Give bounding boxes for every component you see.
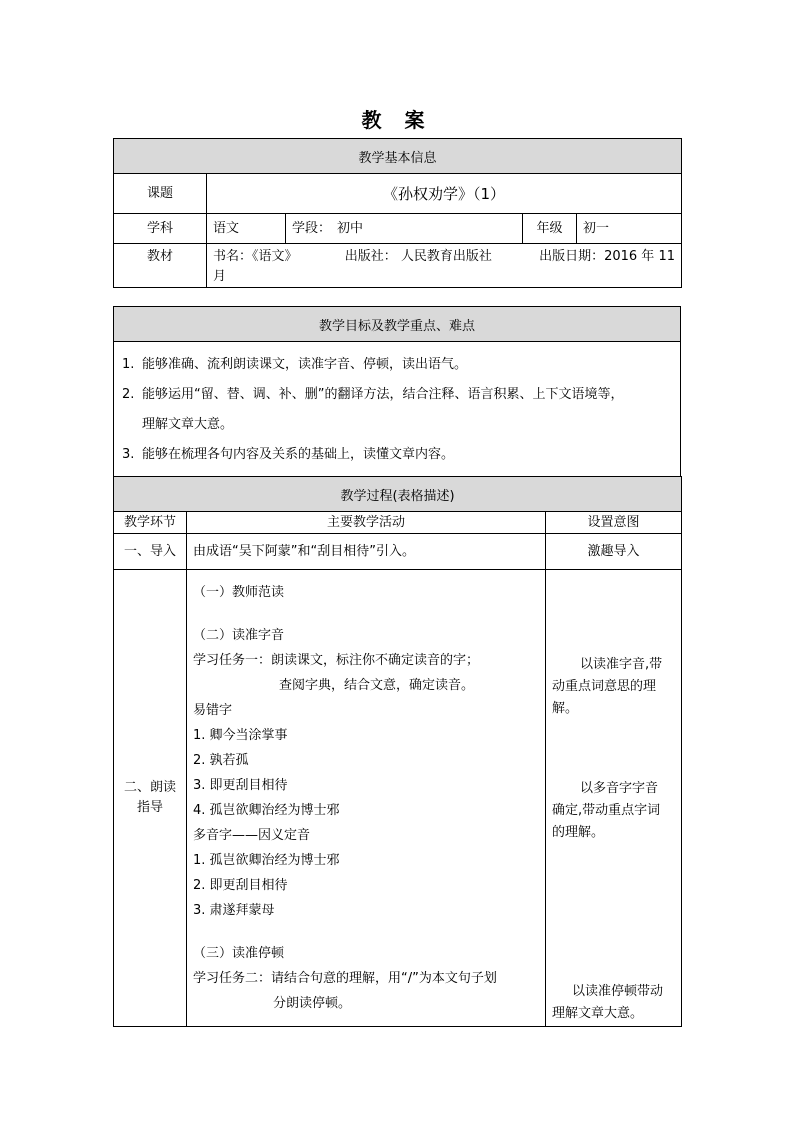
activity-line: 2. 孰若孤 xyxy=(193,753,249,768)
material-value xyxy=(207,244,682,288)
subject-label: 学科 xyxy=(114,214,207,244)
row1-stage: 一、导入 xyxy=(114,534,187,570)
activity-line: （一）教师范读 xyxy=(193,585,285,600)
page-title: 教 案 xyxy=(361,108,433,132)
activity-line: 学习任务一：朗读课文，标注你不确定读音的字； xyxy=(193,653,480,668)
grade-value: 初一 xyxy=(577,214,682,244)
col-purpose-header: 设置意图 xyxy=(546,512,682,534)
topic-label: 课题 xyxy=(114,174,207,214)
activity-line: （二）读准字音 xyxy=(193,628,285,643)
row1-activity: 由成语“吴下阿蒙”和“刮目相待”引入。 xyxy=(187,534,546,570)
row2-activity xyxy=(187,570,546,1027)
grade-label: 年级 xyxy=(523,214,577,244)
publish-date-cont: 月 xyxy=(213,269,227,284)
publisher: 出版社： 人民教育出版社 xyxy=(344,249,492,264)
row1-purpose: 激趣导入 xyxy=(546,534,682,570)
stage-label: 学段： xyxy=(292,220,332,236)
book-name: 书名：《语文》 xyxy=(213,249,298,264)
activity-line: 学习任务二：请结合句意的理解，用“/”为本文句子划 xyxy=(193,971,497,986)
goal-item-1: 1. 能够准确、流利朗读课文，读准字音、停顿，读出语气。 xyxy=(122,357,468,372)
goal-item-2: 2. 能够运用“留、替、调、补、删”的翻译方法，结合注释、语言积累、上下文语境等， xyxy=(122,387,624,402)
purpose-3: 以读准停顿带动 理解文章大意。 xyxy=(552,984,664,1021)
basic-info-header: 教学基本信息 xyxy=(114,139,682,174)
goal-item-3: 3. 能够在梳理各句内容及关系的基础上，读懂文章内容。 xyxy=(122,447,455,462)
basic-info-table xyxy=(113,138,682,288)
activity-line: 1. 卿今当涂掌事 xyxy=(193,728,288,743)
activity-line: 多音字——因义定音 xyxy=(193,828,311,843)
activity-line: 2. 即更刮目相待 xyxy=(193,878,288,893)
process-table xyxy=(113,476,682,1027)
activity-line: （三）读准停顿 xyxy=(193,946,285,961)
row2-purpose xyxy=(546,570,682,1027)
col-stage-header: 教学环节 xyxy=(114,512,187,534)
col-activity-header: 主要教学活动 xyxy=(187,512,546,534)
goals-header: 教学目标及教学重点、难点 xyxy=(114,307,681,342)
topic-value: 《孙权劝学》（1） xyxy=(207,174,682,214)
publish-date: 出版日期：2016 年 11 xyxy=(539,249,675,264)
purpose-2: 以多音字字音 确定,带动重点字词 的理解。 xyxy=(552,781,661,840)
activity-line: 查阅字典，结合文意，确定读音。 xyxy=(279,678,475,693)
activity-line: 3. 肃遂拜蒙母 xyxy=(193,903,275,918)
row2-stage: 二、朗读 指导 xyxy=(114,570,187,1027)
purpose-1: 以读准字音,带 动重点词意思的理 解。 xyxy=(552,657,663,716)
process-header: 教学过程(表格描述) xyxy=(114,477,682,512)
activity-line: 易错字 xyxy=(193,703,233,718)
goals-table xyxy=(113,306,681,477)
stage-cell xyxy=(286,214,523,244)
activity-line: 4. 孤岂欲卿治经为博士邪 xyxy=(193,803,340,818)
goals-list xyxy=(114,342,681,477)
stage-value: 初中 xyxy=(337,220,364,236)
goal-item-2-cont: 理解文章大意。 xyxy=(142,417,234,432)
subject-value: 语文 xyxy=(207,214,286,244)
material-label: 教材 xyxy=(114,244,207,288)
activity-line: 3. 即更刮目相待 xyxy=(193,778,288,793)
activity-line: 分朗读停顿。 xyxy=(273,996,352,1011)
activity-line: 1. 孤岂欲卿治经为博士邪 xyxy=(193,853,340,868)
